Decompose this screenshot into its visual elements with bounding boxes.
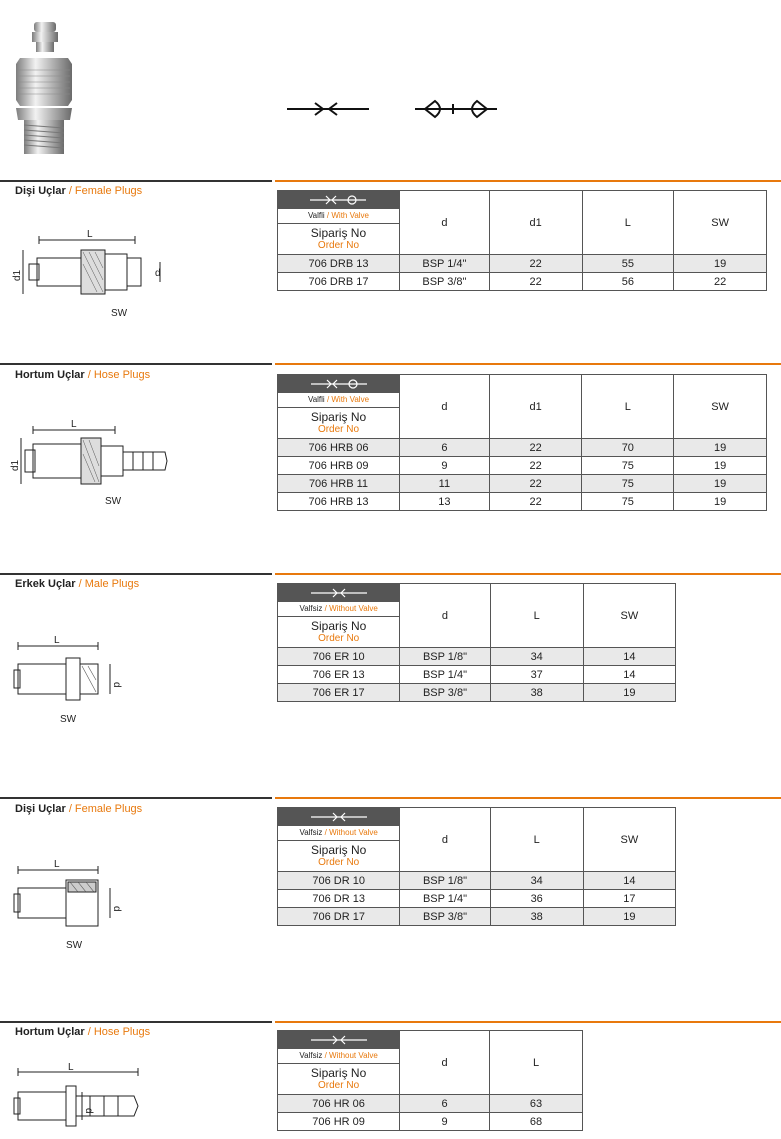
order-no-label-tr: Sipariş No [310,226,367,240]
table-cell: 706 ER 13 [278,666,400,684]
table-cell: BSP 3/8" [400,684,490,702]
table-cell: 706 DRB 17 [278,273,400,291]
section-rule-orange [275,797,781,799]
section-title-tr: Dişi Uçlar [15,803,66,815]
table-cell: 706 DR 17 [278,908,400,926]
section-rule-dark [0,1021,272,1023]
spec-table [277,374,767,511]
table-cell: 34 [490,648,583,666]
valve-label [278,393,399,408]
dim-label-l: L [54,635,60,646]
dim-label-sw: SW [111,308,128,319]
column-header: L [490,808,583,872]
hose-plug-unvalved-drawing-icon [10,1062,160,1134]
table-cell: 14 [583,872,675,890]
table-cell: 706 HRB 06 [278,439,400,457]
spec-table [277,807,676,926]
column-header: SW [674,375,767,439]
table-row [278,475,767,493]
table-cell: 22 [674,273,767,291]
table-cell: 75 [582,475,674,493]
order-no-label-en: Order No [317,240,360,251]
table-row [278,1095,583,1113]
valve-label-tr: Valfsiz [299,828,323,837]
order-no-label-tr: Sipariş No [310,1066,367,1080]
unvalved-coupling-symbol-icon [278,1031,399,1049]
section-title-en: / Hose Plugs [87,369,151,381]
valve-label-tr: Valfli [307,395,325,404]
table-row [278,648,676,666]
table-cell: BSP 3/8" [400,908,490,926]
dim-label-d: d [111,906,122,912]
valved-coupling-symbol-icon [278,375,399,393]
table-row [278,872,676,890]
dim-label-l: L [71,419,77,430]
order-header-cell [278,191,400,255]
table-row [278,457,767,475]
table-cell: 38 [490,684,583,702]
section-title [15,578,139,590]
order-no-label-en: Order No [318,633,360,644]
table-cell: 706 HRB 11 [278,475,400,493]
column-header: d [400,584,490,648]
table-row [278,666,676,684]
order-header-cell [278,375,400,439]
dim-label-d: d [111,682,122,688]
table-cell: 70 [582,439,674,457]
table-cell: 11 [400,475,490,493]
valve-label [278,1049,399,1064]
section-rule-orange [275,363,781,365]
table-cell: 6 [400,439,490,457]
section-title-en: / Female Plugs [68,803,143,815]
order-header-cell [278,584,400,648]
dim-label-l: L [68,1062,74,1073]
table-cell: 19 [674,493,767,511]
section-title-en: / Female Plugs [68,185,143,197]
column-header: d [400,808,490,872]
spec-table [277,190,767,291]
section-title [15,803,142,815]
table-cell: BSP 1/4" [400,666,490,684]
dim-label-d1: d1 [10,459,21,471]
unvalved-coupling-symbol-icon [278,584,399,602]
hero-plug-photo-icon [8,20,80,160]
table-row [278,439,767,457]
table-cell: 19 [674,475,767,493]
section-title-en: / Male Plugs [78,578,140,590]
order-header-cell [278,808,400,872]
valve-label-en: / With Valve [326,211,370,220]
dim-label-sw: SW [66,940,83,951]
table-cell: BSP 1/8" [400,648,490,666]
order-no-label-en: Order No [318,1080,360,1091]
column-header: SW [583,584,675,648]
table-cell: 36 [490,890,583,908]
table-cell: 19 [583,908,675,926]
valve-label-en: / Without Valve [324,1051,378,1060]
female-plug-unvalved-drawing-icon [10,858,130,950]
table-cell: 17 [583,890,675,908]
table-row [278,273,767,291]
section-rule-orange [275,573,781,575]
table-cell: 706 DR 10 [278,872,400,890]
section-title [15,185,142,197]
column-header: L [582,191,674,255]
table-cell: 14 [583,666,675,684]
valve-label-en: / Without Valve [324,604,378,613]
valve-label [278,602,399,617]
table-cell: 19 [674,457,767,475]
dim-label-d: d [83,1108,94,1114]
spec-table [277,1030,583,1131]
section-rule-dark [0,180,272,182]
table-cell: 75 [582,457,674,475]
dim-label-d: d [155,268,161,279]
table-cell: 34 [490,872,583,890]
table-cell: 22 [489,475,582,493]
dim-label-sw: SW [60,714,77,725]
table-cell: 706 ER 10 [278,648,400,666]
female-plug-drawing-icon [12,228,165,319]
table-cell: BSP 1/4" [400,890,490,908]
section-title [15,369,150,381]
table-row [278,684,676,702]
table-cell: 63 [490,1095,583,1113]
section-rule-dark [0,797,272,799]
valve-label [278,826,399,841]
table-cell: 22 [489,255,582,273]
dim-label-sw: SW [105,496,122,507]
table-cell: 37 [490,666,583,684]
table-cell: 75 [582,493,674,511]
order-header-cell [278,1031,400,1095]
table-cell: 706 HR 09 [278,1113,400,1131]
table-cell: 22 [489,493,582,511]
table-cell: 19 [674,255,767,273]
section-rule-dark [0,363,272,365]
table-cell: 706 HRB 09 [278,457,400,475]
table-row [278,1113,583,1131]
valve-label-tr: Valfsiz [299,604,323,613]
table-cell: 19 [583,684,675,702]
order-no-label-tr: Sipariş No [310,619,367,633]
table-cell: 6 [400,1095,490,1113]
valve-label-en: / With Valve [326,395,370,404]
dim-label-l: L [87,229,93,240]
table-cell: 22 [489,457,582,475]
order-no-label-tr: Sipariş No [310,410,367,424]
valve-label-tr: Valfsiz [299,1051,323,1060]
table-cell: 13 [400,493,490,511]
column-header: L [490,584,583,648]
table-cell: 706 DR 13 [278,890,400,908]
column-header: d [399,191,489,255]
section-title-tr: Dişi Uçlar [15,185,66,197]
table-row [278,890,676,908]
table-cell: BSP 3/8" [399,273,489,291]
coupling-symbols-icon [285,94,500,124]
male-plug-drawing-icon [10,634,130,726]
table-cell: 706 HRB 13 [278,493,400,511]
column-header: L [582,375,674,439]
section-rule-orange [275,180,781,182]
valve-label [278,209,399,224]
section-title-tr: Erkek Uçlar [15,578,76,590]
column-header: d [400,375,490,439]
dim-label-d1: d1 [12,269,23,281]
table-cell: 22 [489,273,582,291]
table-cell: 56 [582,273,674,291]
column-header: d [400,1031,490,1095]
table-row [278,255,767,273]
column-header: SW [674,191,767,255]
table-cell: 9 [400,1113,490,1131]
column-header: d1 [489,191,582,255]
table-cell: 38 [490,908,583,926]
unvalved-coupling-symbol-icon [278,808,399,826]
table-cell: BSP 1/4" [399,255,489,273]
order-no-label-en: Order No [318,857,360,868]
valve-label-tr: Valfli [307,211,325,220]
section-title [15,1026,150,1038]
table-cell: 19 [674,439,767,457]
column-header: L [490,1031,583,1095]
table-row [278,908,676,926]
table-cell: BSP 1/8" [400,872,490,890]
section-title-en: / Hose Plugs [87,1026,151,1038]
table-cell: 706 ER 17 [278,684,400,702]
table-cell: 68 [490,1113,583,1131]
section-title-tr: Hortum Uçlar [15,369,85,381]
order-no-label-tr: Sipariş No [310,843,367,857]
column-header: SW [583,808,675,872]
table-cell: 55 [582,255,674,273]
hose-plug-drawing-icon [10,418,175,508]
table-row [278,493,767,511]
table-cell: 22 [489,439,582,457]
table-cell: 14 [583,648,675,666]
column-header: d1 [489,375,582,439]
table-cell: 9 [400,457,490,475]
valved-coupling-symbol-icon [278,191,399,209]
table-cell: 706 DRB 13 [278,255,400,273]
section-rule-dark [0,573,272,575]
valve-label-en: / Without Valve [324,828,378,837]
dim-label-l: L [54,859,60,870]
spec-table [277,583,676,702]
order-no-label-en: Order No [317,424,360,435]
table-cell: 706 HR 06 [278,1095,400,1113]
section-title-tr: Hortum Uçlar [15,1026,85,1038]
section-rule-orange [275,1021,781,1023]
